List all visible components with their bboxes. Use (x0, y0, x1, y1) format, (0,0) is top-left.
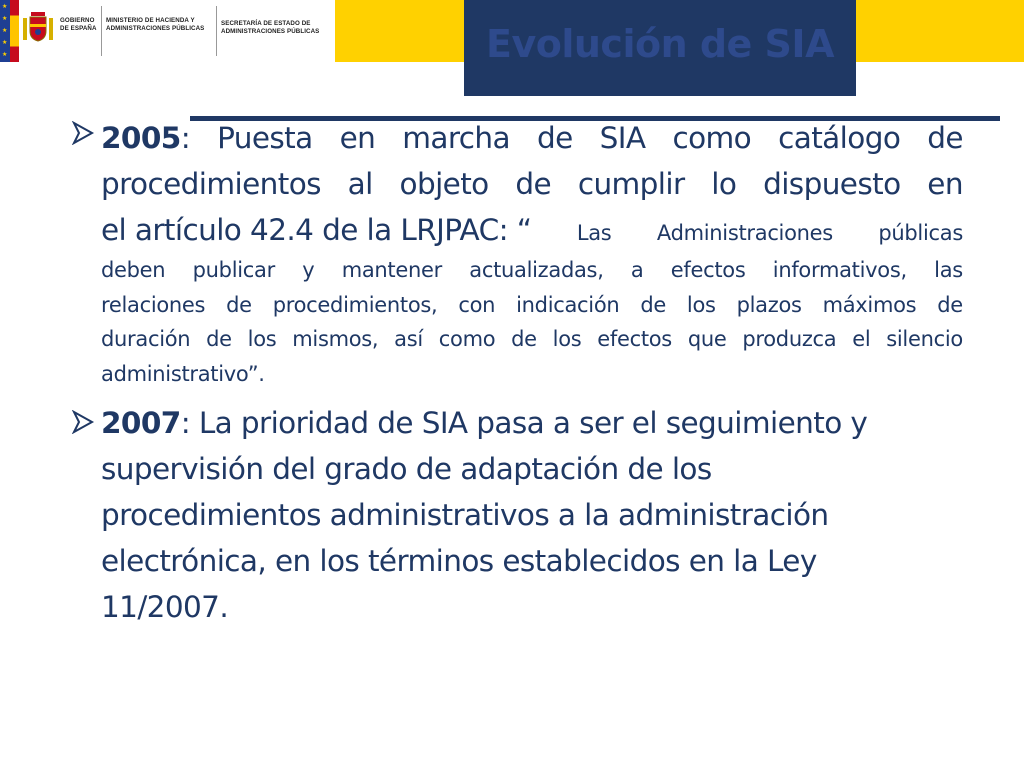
text-line: electrónica, en los términos establecidos en la Ley (101, 544, 817, 578)
text-line: 11/2007. (101, 590, 229, 624)
bullet-item-2007 (71, 400, 963, 640)
text-line: relaciones de procedimientos, con indicación de los plazos máximos de (101, 292, 963, 317)
government-logo-block (0, 0, 335, 62)
coat-of-arms-icon (22, 10, 54, 46)
bullet-item-2005 (71, 115, 963, 395)
year-label: 2007 (101, 406, 181, 440)
year-label: 2005 (101, 121, 181, 155)
text-line: 2005: Puesta en marcha de SIA como catálogo de (101, 121, 963, 155)
divider (216, 6, 217, 56)
divider (101, 6, 102, 56)
text-line: administrativo”. (101, 361, 265, 386)
bullet-text-2007 (101, 400, 963, 630)
bullet-text-2005 (101, 115, 963, 391)
text-line: el artículo 42.4 de la LRJPAC: “ Las Administraciones públicas (101, 213, 963, 247)
secretaria-label: SECRETARÍA DE ESTADO DE ADMINISTRACIONES PÚBLICAS (221, 20, 320, 35)
text-line: deben publicar y mantener actualizadas, a efectos informativos, las (101, 258, 963, 282)
arrow-bullet-icon (71, 410, 95, 434)
ministerio-label: MINISTERIO DE HACIENDA Y ADMINISTRACIONES PÚBLICAS (106, 17, 205, 32)
eu-flag-strip: ★ ★ ★ ★ ★ (0, 0, 10, 62)
gobierno-label: GOBIERNO DE ESPAÑA (60, 17, 97, 32)
text-line: 2007: La prioridad de SIA pasa a ser el seguimiento y (101, 406, 868, 440)
text-line: procedimientos administrativos a la administración (101, 498, 829, 532)
text-line: supervisión del grado de adaptación de los (101, 452, 712, 486)
decorative-dash (992, 62, 1012, 64)
arrow-bullet-icon (71, 121, 95, 145)
text-line: procedimientos al objeto de cumplir lo dispuesto en (101, 167, 963, 201)
slide-title: Evolución de SIA (486, 22, 834, 66)
text-line: duración de los mismos, así como de los efectos que produzca el silencio (101, 327, 963, 351)
spain-flag-strip (10, 0, 19, 62)
